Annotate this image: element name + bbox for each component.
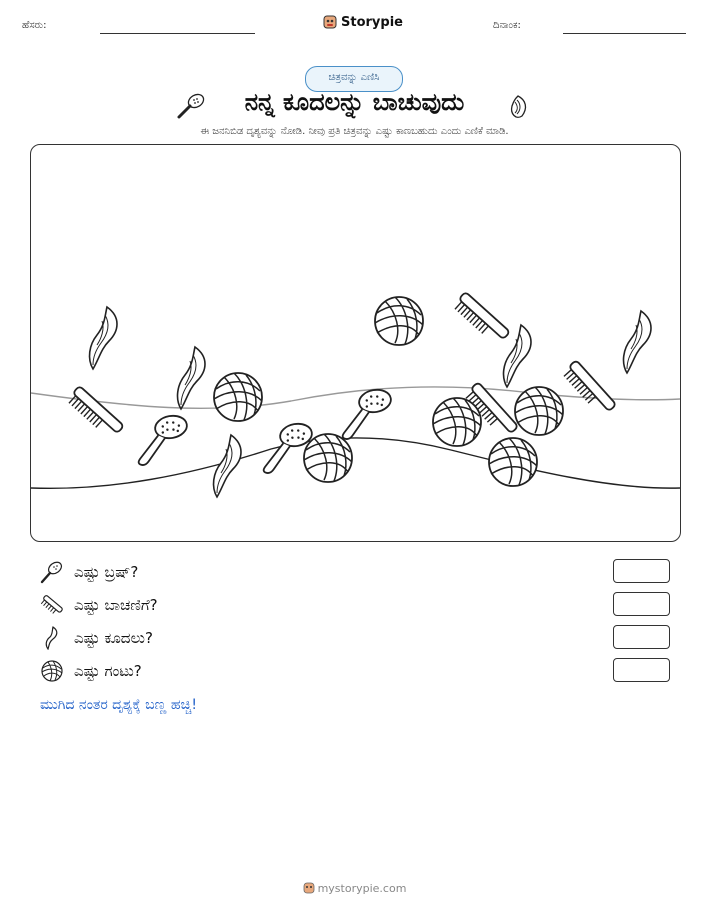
scene-knot-6 [489,438,537,486]
scene-knot-3 [304,434,352,482]
name-field-line[interactable] [100,33,255,34]
scene-knot-2 [214,373,262,421]
question-brush-text: ಎಷ್ಟು ಬ್ರಷ್? [74,563,139,581]
scene-comb-2 [452,292,510,347]
scene-brush-1 [132,413,193,465]
name-label: ಹೆಸರು: [22,20,47,31]
footer-mascot-icon [303,881,315,894]
counting-scene [30,144,681,542]
question-comb-text: ಎಷ್ಟು ಬಾಚಣಿಗೆ? [74,596,158,614]
instruction-text: ಈ ಜನನಿಬಿಡ ದೃಶ್ಯವನ್ನು ನೋಡಿ. ನೀವು ಪ್ರತಿ ಚಿತ್ರವನ್ನು ಎಷ್ಟು ಕಾಣಬಹುದು ಎಂದು ಎಣಿಕೆ ಮಾಡಿ. [200,126,509,137]
question-row-knot [40,659,142,683]
brush-icon [40,560,64,584]
storypie-mascot-icon [323,14,337,30]
scene-hair-1 [90,307,117,369]
closing-note: ಮುಗಿದ ನಂತರ ದೃಶ್ಯಕ್ಕೆ ಬಣ್ಣ ಹಚ್ಚಿ! [40,697,198,713]
scene-comb-1 [66,386,124,441]
answer-box-knot[interactable] [613,658,670,682]
scene-hair-5 [624,311,651,373]
scene-knot-5 [515,387,563,435]
scene-hair-2 [178,347,205,409]
scene-hair-3 [214,435,241,497]
question-row-hair [40,626,153,650]
question-row-brush [40,560,138,584]
knot-icon [40,659,64,683]
page-title: ನನ್ನ ಕೂದಲನ್ನು ಬಾಚುವುದು [244,88,465,116]
scene-knot-4 [433,398,481,446]
scene-comb-4 [561,360,616,418]
brand-logo [323,14,403,30]
hair-icon [40,626,64,650]
scene-brush-3 [336,387,397,439]
answer-box-hair[interactable] [613,625,670,649]
comb-icon [40,593,64,617]
scene-knot-1 [375,297,423,345]
question-row-comb [40,593,158,617]
activity-badge: ಚಿತ್ರವನ್ನು ಎಣಿಸಿ [305,66,403,92]
answer-box-brush[interactable] [613,559,670,583]
date-label: ದಿನಾಂಕ: [493,20,521,31]
question-knot-text: ಎಷ್ಟು ಗಂಟು? [74,662,142,680]
footer-url[interactable]: mystorypie.com [317,882,407,895]
title-hair-icon [506,94,530,120]
answer-box-comb[interactable] [613,592,670,616]
footer [0,881,709,895]
scene-illustration [31,145,680,541]
brand-name: Storypie [341,14,403,30]
date-field-line[interactable] [563,33,686,34]
question-hair-text: ಎಷ್ಟು ಕೂದಲು? [74,629,153,647]
